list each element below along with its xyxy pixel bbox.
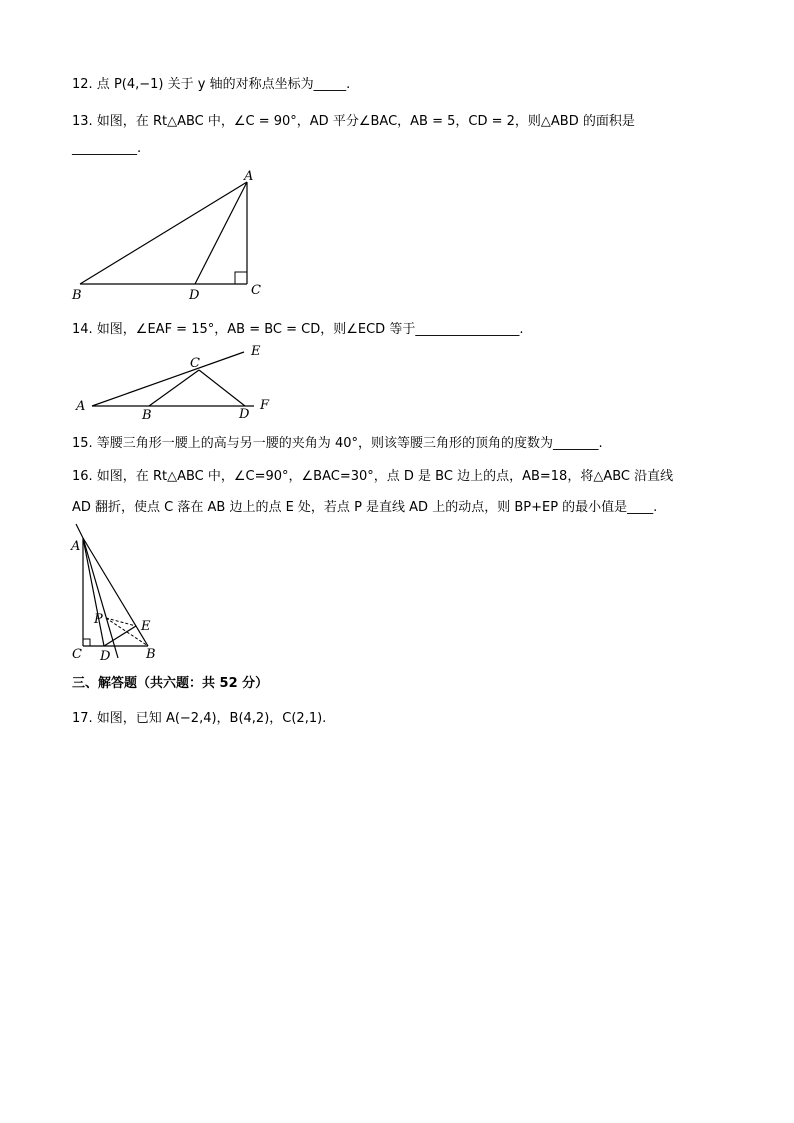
label-D: D [239, 407, 250, 422]
label-P: P [94, 612, 103, 627]
question-13-line1: 13. 如图，在 Rt△ABC 中，∠C = 90°，AD 平分∠BAC，AB = 5，CD = 2，则△ABD 的面积是 [72, 114, 635, 129]
label-B: B [142, 408, 152, 422]
figure-16 [66, 520, 176, 665]
label-F: F [260, 398, 270, 413]
label-E: E [251, 344, 261, 359]
label-C: C [251, 283, 261, 298]
label-C: C [190, 356, 200, 371]
figure-13 [60, 168, 280, 308]
question-16-line2: AD 翻折，使点 C 落在 AB 边上的点 E 处，若点 P 是直线 AD 上的动点，则 BP+EP 的最小值是____. [72, 500, 658, 515]
label-A: A [244, 169, 254, 184]
question-17: 17. 如图，已知 A(−2,4)，B(4,2)，C(2,1). [72, 711, 327, 726]
label-B: B [72, 288, 82, 303]
section-3-title: 三、解答题（共六题：共 52 分） [72, 676, 269, 691]
figure-14 [70, 340, 290, 422]
label-A: A [71, 539, 81, 554]
label-B: B [146, 647, 156, 662]
question-13-line2: __________. [72, 141, 142, 156]
label-D: D [189, 288, 200, 303]
label-C: C [72, 647, 82, 662]
label-E: E [141, 619, 151, 634]
label-D: D [100, 649, 111, 664]
question-14: 14. 如图，∠EAF = 15°，AB = BC = CD，则∠ECD 等于________________. [72, 322, 524, 337]
label-A: A [76, 399, 86, 414]
question-16-line1: 16. 如图，在 Rt△ABC 中，∠C=90°，∠BAC=30°，点 D 是 BC 边上的点，AB=18，将△ABC 沿直线 [72, 469, 674, 484]
question-12: 12. 点 P(4,−1) 关于 y 轴的对称点坐标为_____. [72, 77, 351, 92]
question-15: 15. 等腰三角形一腰上的高与另一腰的夹角为 40°，则该等腰三角形的顶角的度数为_______. [72, 436, 603, 451]
